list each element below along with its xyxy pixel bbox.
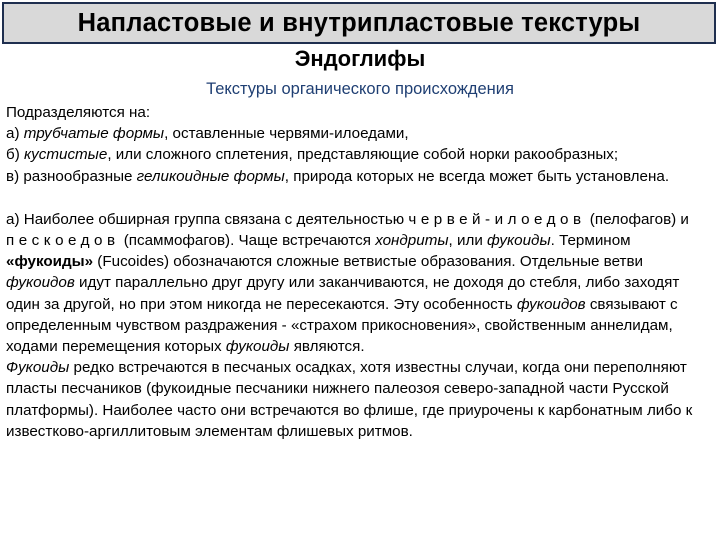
body-text: [6, 102, 714, 442]
slide-subtitle: Эндоглифы: [294, 46, 426, 71]
intro-item-a: а) трубчатые формы, оставленные червями-илоедами,: [6, 125, 409, 143]
intro-lead: Подразделяются на:: [6, 104, 151, 121]
paragraph-worms: а) Наиболее обширная группа связана с деятельностью червей-илоедов (пелофагов) и пескоедов (псаммофагов). Чаще встречаются хондриты, или фукоиды. Термином «фукоиды» (Fucoides) обозначаются сложные ветвистые образования. Отдельные ветви фукоидов идут параллельно друг другу или заканчиваются, не доходя до стебля, либо заходят один за другой, но при этом никогда не пересекаются. Эту особенность фукоидов связывают с определенным чувством раздражения - «страхом прикосновения», свойственным аннелидам, ходами перемещения которых фукоиды являются.: [6, 210, 689, 356]
intro-item-v: в) разнообразные геликоидные формы, природа которых не всегда может быть установлена.: [6, 167, 670, 185]
slide-title: Напластовые и внутрипластовые текстуры: [77, 8, 641, 37]
section-heading: Текстуры органического происхождения: [206, 80, 514, 98]
paragraph-gap: [6, 187, 714, 209]
paragraph-fucoids: Фукоиды редко встречаются в песчаных осадках, хотя известны случаи, когда они переполняют пласты песчаников (фукоидные песчаники нижнего палеозоя северо-западной части Русской платформы). Наиболее часто они встречаются во флише, где приурочены к карбонатным либо к известково-аргиллитовым элементам флишевых ритмов.: [6, 359, 693, 440]
intro-item-b: б) кустистые, или сложного сплетения, представляющие собой норки ракообразных;: [6, 146, 619, 164]
title-bar: [2, 2, 716, 44]
